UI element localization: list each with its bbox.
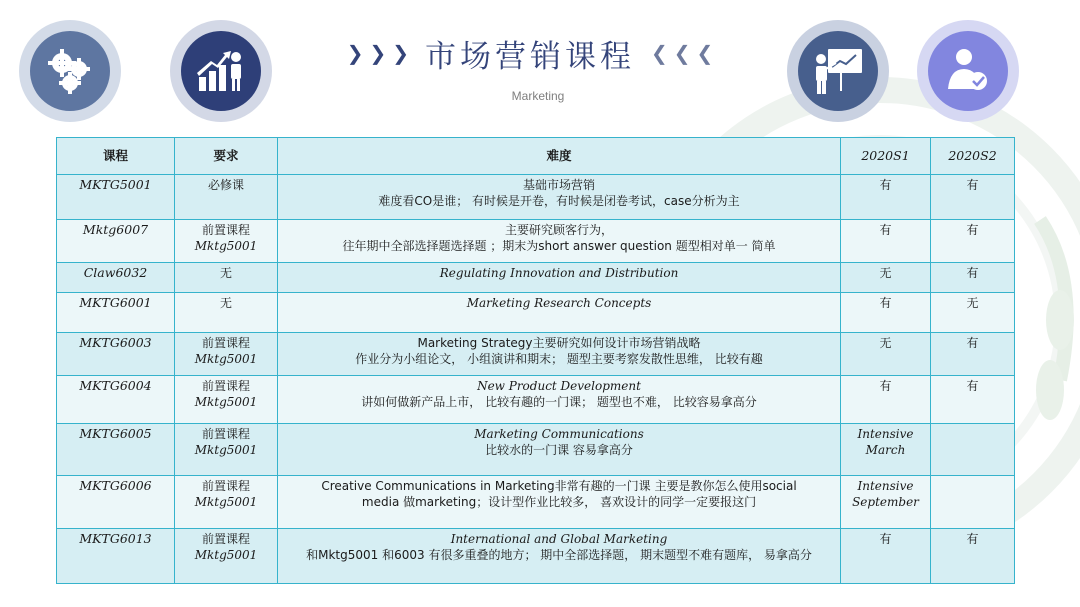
description-line1: New Product Development — [477, 379, 641, 393]
course-description — [278, 293, 841, 333]
semester-s2: 有 — [931, 376, 1015, 424]
semester-s2 — [931, 424, 1015, 476]
requirement-line1: 前置课程 — [201, 479, 250, 493]
semester-s1: 有 — [841, 376, 931, 424]
course-requirement — [175, 175, 278, 220]
growth-chart-person-badge — [170, 20, 272, 122]
semester-s1: Intensive September — [841, 476, 931, 529]
description-line2: 比较水的一门课 容易拿高分 — [485, 443, 633, 457]
col-header-difficulty: 难度 — [278, 138, 841, 175]
semester-s1: 有 — [841, 175, 931, 220]
gears-icon-badge — [19, 20, 121, 122]
course-code: MKTG6013 — [57, 529, 175, 584]
course-requirement — [175, 376, 278, 424]
course-code: Mktg6007 — [57, 220, 175, 263]
semester-s2: 有 — [931, 175, 1015, 220]
course-requirement — [175, 220, 278, 263]
semester-s1: 有 — [841, 293, 931, 333]
page-subtitle: Marketing — [511, 89, 565, 103]
course-description — [278, 263, 841, 293]
description-line1: 基础市场营销 — [522, 178, 595, 192]
description-line1: Regulating Innovation and Distribution — [439, 266, 679, 280]
requirement-line1: 无 — [219, 296, 232, 310]
gears-icon — [42, 43, 98, 99]
col-header-requirement: 要求 — [175, 138, 278, 175]
table-row — [57, 175, 1015, 220]
semester-s1: 有 — [841, 529, 931, 584]
course-requirement — [175, 263, 278, 293]
course-requirement — [175, 424, 278, 476]
description-line2: 和Mktg5001 和6003 有很多重叠的地方； 期中全部选择题， 期末题型不难有题库， 易拿高分 — [306, 548, 812, 562]
semester-s1: 无 — [841, 333, 931, 376]
description-line1: Marketing Strategy主要研究如何设计市场营销战略 — [417, 336, 701, 350]
semester-s2 — [931, 476, 1015, 529]
table-row — [57, 376, 1015, 424]
user-check-icon — [940, 43, 996, 99]
description-line2: 往年期中全部选择题选择题 ；期末为short answer question 题型相对单一 简单 — [342, 239, 776, 253]
col-header-2020s2: 2020S2 — [931, 138, 1015, 175]
course-code: MKTG6006 — [57, 476, 175, 529]
requirement-line2: Mktg5001 — [194, 352, 258, 366]
course-code: MKTG6004 — [57, 376, 175, 424]
course-requirement — [175, 476, 278, 529]
course-code: MKTG5001 — [57, 175, 175, 220]
course-code: MKTG6003 — [57, 333, 175, 376]
description-line2: 难度看CO是谁； 有时候是开卷，有时候是闭卷考试，case分析为主 — [378, 194, 740, 208]
table-row — [57, 220, 1015, 263]
description-line2: 讲如何做新产品上市， 比较有趣的一门课； 题型也不难， 比较容易拿高分 — [361, 395, 757, 409]
requirement-line2: Mktg5001 — [194, 239, 258, 253]
table-row — [57, 424, 1015, 476]
requirement-line2: Mktg5001 — [194, 548, 258, 562]
requirement-line1: 前置课程 — [201, 427, 250, 441]
requirement-line2: Mktg5001 — [194, 443, 258, 457]
course-code: MKTG6001 — [57, 293, 175, 333]
requirement-line1: 前置课程 — [201, 223, 250, 237]
table-row — [57, 333, 1015, 376]
col-header-2020s1: 2020S1 — [841, 138, 931, 175]
table-row — [57, 293, 1015, 333]
table-header-row — [57, 138, 1015, 175]
course-requirement — [175, 529, 278, 584]
col-header-course: 课程 — [57, 138, 175, 175]
description-line1: Creative Communications in Marketing非常有趣的一门课 主要是教你怎么使用social — [321, 479, 797, 493]
chevrons-left-icon: ❯ ❯ ❯ — [346, 41, 409, 65]
course-requirement — [175, 333, 278, 376]
description-line2: 作业分为小组论文， 小组演讲和期末； 题型主要考察发散性思维， 比较有趣 — [355, 352, 763, 366]
table-row — [57, 263, 1015, 293]
semester-s1: 无 — [841, 263, 931, 293]
requirement-line1: 前置课程 — [201, 336, 250, 350]
course-table — [56, 137, 1015, 584]
requirement-line2: Mktg5001 — [194, 395, 258, 409]
course-description — [278, 220, 841, 263]
course-description — [278, 376, 841, 424]
semester-s1: 有 — [841, 220, 931, 263]
description-line1: Marketing Communications — [474, 427, 644, 441]
course-description — [278, 333, 841, 376]
table-row — [57, 529, 1015, 584]
course-description — [278, 529, 841, 584]
course-description — [278, 175, 841, 220]
course-code: Claw6032 — [57, 263, 175, 293]
course-description — [278, 424, 841, 476]
teacher-board-badge — [787, 20, 889, 122]
semester-s2: 无 — [931, 293, 1015, 333]
table-row — [57, 476, 1015, 529]
requirement-line1: 无 — [219, 266, 232, 280]
course-requirement — [175, 293, 278, 333]
description-line1: International and Global Marketing — [450, 532, 668, 546]
semester-s2: 有 — [931, 263, 1015, 293]
description-line2: media 做marketing；设计型作业比较多， 喜欢设计的同学一定要报这门 — [361, 495, 757, 509]
course-description — [278, 476, 841, 529]
growth-chart-person-icon — [193, 43, 249, 99]
teacher-board-icon — [810, 43, 866, 99]
requirement-line1: 前置课程 — [201, 532, 250, 546]
description-line1: Marketing Research Concepts — [466, 296, 652, 310]
user-check-badge — [917, 20, 1019, 122]
title-bar — [320, 30, 740, 76]
page-title: 市场营销课程 — [425, 38, 635, 75]
chevrons-right-icon: ❮ ❮ ❮ — [651, 41, 714, 65]
semester-s2: 有 — [931, 333, 1015, 376]
requirement-line1: 必修课 — [207, 178, 244, 192]
semester-s1: Intensive March — [841, 424, 931, 476]
semester-s2: 有 — [931, 529, 1015, 584]
requirement-line1: 前置课程 — [201, 379, 250, 393]
course-code: MKTG6005 — [57, 424, 175, 476]
semester-s2: 有 — [931, 220, 1015, 263]
requirement-line2: Mktg5001 — [194, 495, 258, 509]
description-line1: 主要研究顾客行为， — [504, 223, 613, 237]
